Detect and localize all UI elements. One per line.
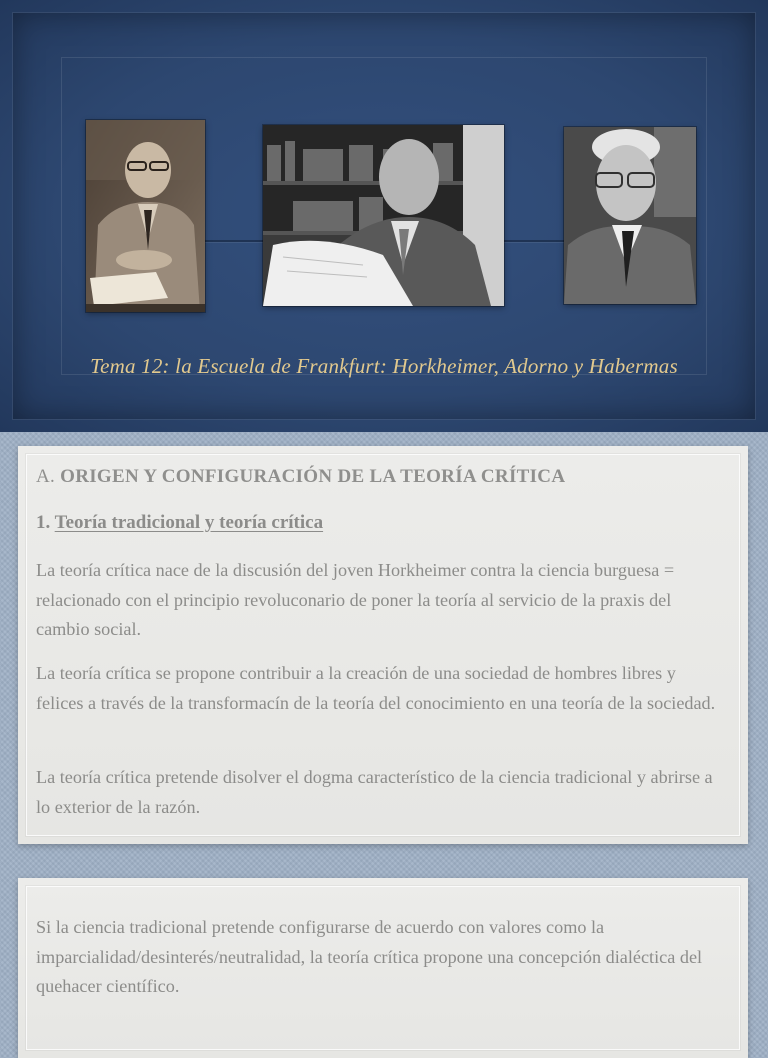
subheading bbox=[36, 512, 323, 534]
paragraph-3: La teoría crítica pretende disolver el dogma característico de la ciencia tradicional y abrirse a lo exterior de la razón. bbox=[36, 767, 713, 817]
divider-left bbox=[205, 240, 263, 242]
slide-dialectic bbox=[18, 878, 748, 1058]
portrait-photo-adorno-icon bbox=[263, 125, 504, 306]
portrait-photo-horkheimer-icon bbox=[86, 120, 205, 312]
subheading-number: 1. bbox=[36, 512, 51, 533]
section-heading bbox=[36, 466, 565, 488]
section-heading-prefix: A. bbox=[36, 466, 56, 487]
title-slide bbox=[0, 0, 768, 432]
portrait-photo-habermas-icon bbox=[564, 127, 696, 304]
paragraph-1: La teoría crítica nace de la discusión del joven Horkheimer contra la ciencia burguesa = relacionado con el principio revoluconario de poner la teoría al servicio de la praxis del cambio social. bbox=[36, 560, 675, 639]
section-heading-text: ORIGEN Y CONFIGURACIÓN DE LA TEORÍA CRÍTICA bbox=[60, 466, 566, 487]
paragraph-1: Si la ciencia tradicional pretende configurarse de acuerdo con valores como la imparcialidad/desinterés/neutralidad, la teoría crítica propone una concepción dialéctica del quehacer científico. bbox=[36, 917, 703, 996]
paragraph-2: La teoría crítica se propone contribuir a la creación de una sociedad de hombres libres y felices a través de la transformacín de la teoría del conocimiento en una teoría de la sociedad. bbox=[36, 663, 716, 713]
slide-theory-origin bbox=[18, 446, 748, 844]
divider-right bbox=[504, 240, 564, 242]
slide-title: Tema 12: la Escuela de Frankfurt: Horkheimer, Adorno y Habermas bbox=[90, 354, 678, 378]
subheading-title: Teoría tradicional y teoría crítica bbox=[54, 512, 324, 533]
